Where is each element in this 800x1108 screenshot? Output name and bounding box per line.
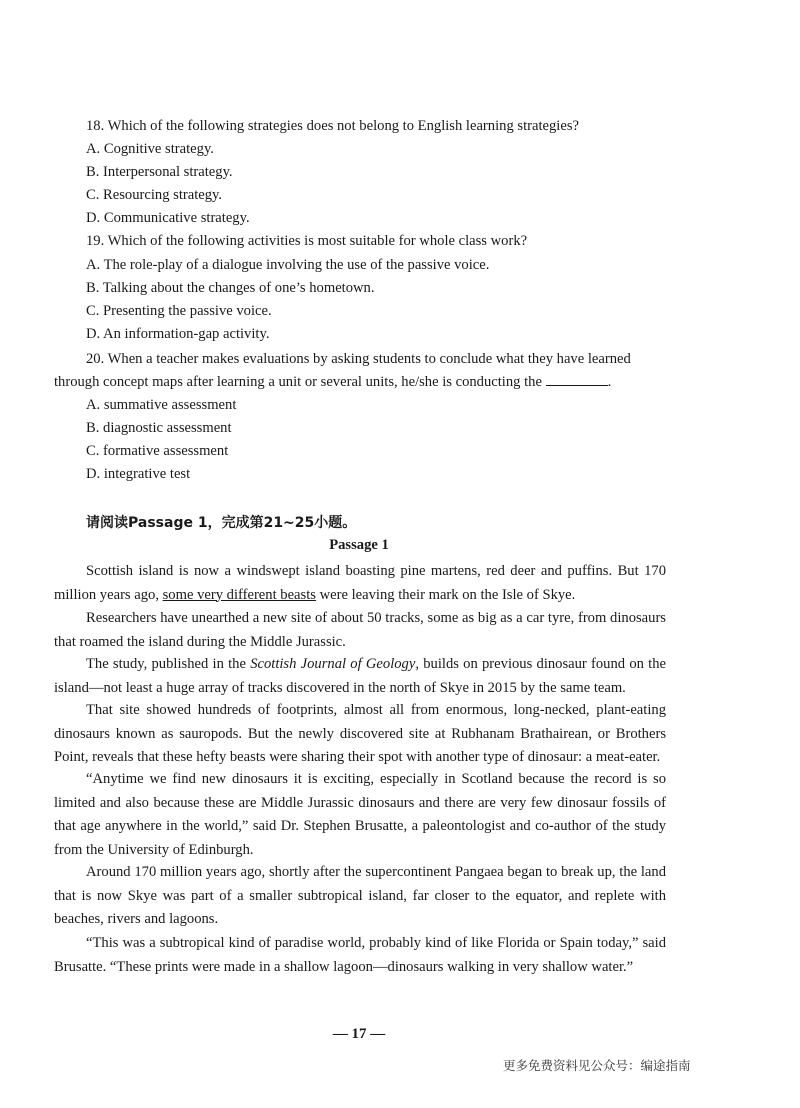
p1-text-b: were leaving their mark on the Isle of Skye. — [315, 586, 576, 603]
passage-paragraph-1 — [54, 560, 666, 607]
question-20-option-c: C. formative assessment — [86, 443, 229, 459]
question-20-period: . — [607, 374, 612, 390]
question-20-option-d: D. integrative test — [86, 466, 191, 482]
question-18-option-a: A. Cognitive strategy. — [86, 141, 214, 157]
question-20-option-b: B. diagnostic assessment — [86, 420, 232, 436]
question-19-option-d: D. An information-gap activity. — [86, 326, 270, 342]
passage-paragraph-5 — [54, 768, 666, 862]
reading-instruction: 请阅读Passage 1，完成第21~25小题。 — [86, 515, 357, 531]
p1-text-a: Scottish island is now a windswept island boasting pine martens, red deer and puffins. But 170 million years ago, — [54, 563, 666, 603]
footer-note: 更多免费资料见公众号：编途指南 — [503, 1058, 691, 1073]
question-20-stem: 20. When a teacher makes evaluations by asking students to conclude what they have learned — [86, 351, 631, 367]
question-19-option-c: C. Presenting the passive voice. — [86, 303, 272, 319]
question-18-option-c: C. Resourcing strategy. — [86, 187, 223, 203]
question-19-stem: 19. Which of the following activities is most suitable for whole class work? — [86, 233, 528, 249]
page-number: — 17 — — [332, 1026, 386, 1042]
passage-title: Passage 1 — [329, 537, 389, 553]
passage-paragraph-2 — [54, 607, 666, 654]
p6-text: Around 170 million years ago, shortly after the supercontinent Pangaea began to break up, the land that is now Skye was part of a smaller subtropical island, far closer to the equator, and replete with beaches, rivers and lagoons. — [54, 864, 666, 927]
answer-blank — [546, 373, 608, 386]
passage-paragraph-4 — [54, 699, 666, 770]
p3-text-a: The study, published in the — [86, 656, 251, 672]
question-18-option-b: B. Interpersonal strategy. — [86, 164, 233, 180]
p4-text: That site showed hundreds of footprints, almost all from enormous, long-necked, plant-eating dinosaurs known as sauropods. But the newly discovered site at Rubhanam Brathairean, or Brothers Point, reveals that these hefty beasts were sharing their spot with another type of dinosaur: a meat-eater. — [54, 702, 666, 765]
question-19-option-b: B. Talking about the changes of one’s hometown. — [86, 280, 375, 296]
passage-paragraph-3 — [54, 653, 666, 700]
question-20-continuation: through concept maps after learning a unit or several units, he/she is conducting the — [54, 374, 542, 390]
p5-text: “Anytime we find new dinosaurs it is exciting, especially in Scotland because the record is so limited and also because these are Middle Jurassic dinosaurs and there are very few dinosaur fossils of that age anywhere in the world,” said Dr. Stephen Brusatte, a paleontologist and co-author of the study from the University of Edinburgh. — [54, 771, 666, 858]
question-19-option-a: A. The role-play of a dialogue involving the use of the passive voice. — [86, 257, 490, 273]
p7-text: “This was a subtropical kind of paradise world, probably kind of like Florida or Spain today,” said Brusatte. “These prints were made in a shallow lagoon—dinosaurs walking in very shallow water.” — [54, 935, 666, 975]
passage-paragraph-6 — [54, 861, 666, 932]
p2-text: Researchers have unearthed a new site of about 50 tracks, some as big as a car tyre, from dinosaurs that roamed the island during the Middle Jurassic. — [54, 610, 666, 650]
p3-journal-name: Scottish Journal of Geology — [250, 656, 416, 672]
question-20-stem-continued — [54, 373, 611, 391]
question-20-option-a: A. summative assessment — [86, 397, 237, 413]
question-18-option-d: D. Communicative strategy. — [86, 210, 250, 226]
question-18-stem: 18. Which of the following strategies does not belong to English learning strategies? — [86, 118, 579, 134]
p1-underlined-phrase: some very different beasts — [162, 586, 316, 603]
p3-text-b: , builds on previous dinosaur found on the island—not least a huge array of tracks discovered in the north of Skye in 2015 by the same team. — [54, 656, 666, 696]
passage-paragraph-7 — [54, 932, 666, 979]
